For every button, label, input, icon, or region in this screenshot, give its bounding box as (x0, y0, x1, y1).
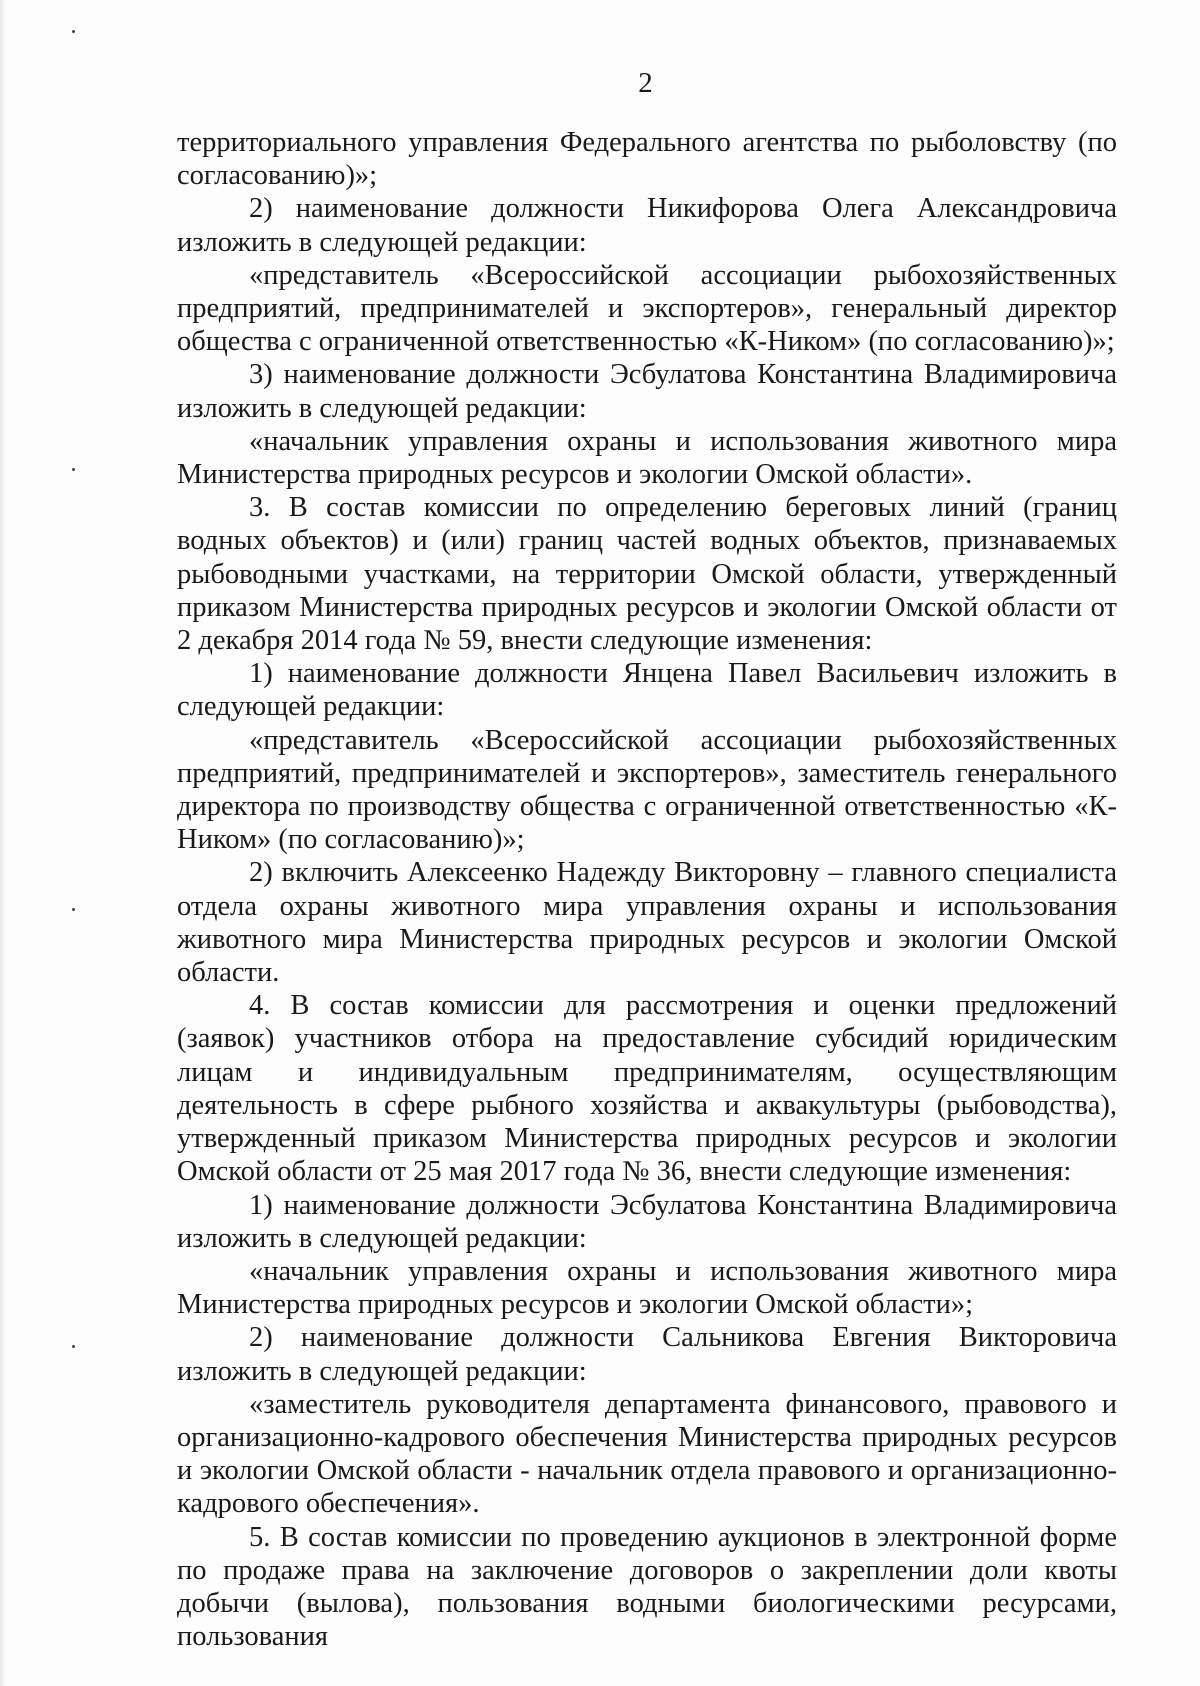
paragraph: «представитель «Всероссийской ассоциации рыбохозяйственных предприятий, предпринимателей и экспортеров», заместитель генерального директора по производству общества с ограниченной ответственностью «К-Ником» (по согласованию)»; (177, 724, 1117, 856)
scan-speck (72, 908, 75, 911)
document-body (177, 126, 1117, 1653)
paragraph: «представитель «Всероссийской ассоциации рыбохозяйственных предприятий, предпринимателей и экспортеров», генеральный директор общества с ограниченной ответственностью «К-Ником» (по согласованию)»; (177, 259, 1117, 358)
paragraph: 2) включить Алексеенко Надежду Викторовну – главного специалиста отдела охраны животного мира управления охраны и использования животного мира Министерства природных ресурсов и экологии Омской области. (177, 857, 1117, 989)
scan-speck (72, 1345, 75, 1348)
scan-speck (72, 468, 75, 471)
paragraph: «заместитель руководителя департамента финансового, правового и организационно-кадрового обеспечения Министерства природных ресурсов и экологии Омской области - начальник отдела правового и организационно-кадрового обеспечения». (177, 1388, 1117, 1520)
paragraph: 4. В состав комиссии для рассмотрения и оценки предложений (заявок) участников отбора на предоставление субсидий юридическим лицам и индивидуальным предпринимателям, осуществляющим деятельность в сфере рыбного хозяйства и аквакультуры (рыбоводства), утвержденный приказом Министерства природных ресурсов и экологии Омской области от 25 мая 2017 года № 36, внести следующие изменения: (177, 990, 1117, 1188)
paragraph: «начальник управления охраны и использования животного мира Министерства природных ресурсов и экологии Омской области»; (177, 1255, 1117, 1321)
paragraph: 5. В состав комиссии по проведению аукционов в электронной форме по продаже права на заключение договоров о закреплении доли квоты добычи (вылова), пользования водными биологическими ресурсами, пользования (177, 1521, 1117, 1653)
paragraph: территориального управления Федерального агентства по рыболовству (по согласованию)»; (177, 127, 1117, 192)
scan-speck (72, 30, 75, 33)
paragraph: 3) наименование должности Эсбулатова Константина Владимировича изложить в следующей редакции: (177, 359, 1117, 424)
paragraph: 3. В состав комиссии по определению береговых линий (границ водных объектов) и (или) границ частей водных объектов, признаваемых рыбоводными участками, на территории Омской области, утвержденный приказом Министерства природных ресурсов и экологии Омской области от 2 декабря 2014 года № 59, внести следующие изменения: (177, 492, 1117, 657)
paragraph: «начальник управления охраны и использования животного мира Министерства природных ресурсов и экологии Омской области». (177, 425, 1117, 491)
paragraph: 1) наименование должности Янцена Павел Васильевич изложить в следующей редакции: (177, 658, 1117, 723)
paragraph: 2) наименование должности Никифорова Олега Александровича изложить в следующей редакции: (177, 193, 1117, 258)
page-number: 2 (638, 67, 653, 99)
scan-edge (0, 0, 6, 1686)
paragraph: 1) наименование должности Эсбулатова Константина Владимировича изложить в следующей редакции: (177, 1189, 1117, 1254)
paragraph: 2) наименование должности Сальникова Евгения Викторовича изложить в следующей редакции: (177, 1322, 1117, 1387)
